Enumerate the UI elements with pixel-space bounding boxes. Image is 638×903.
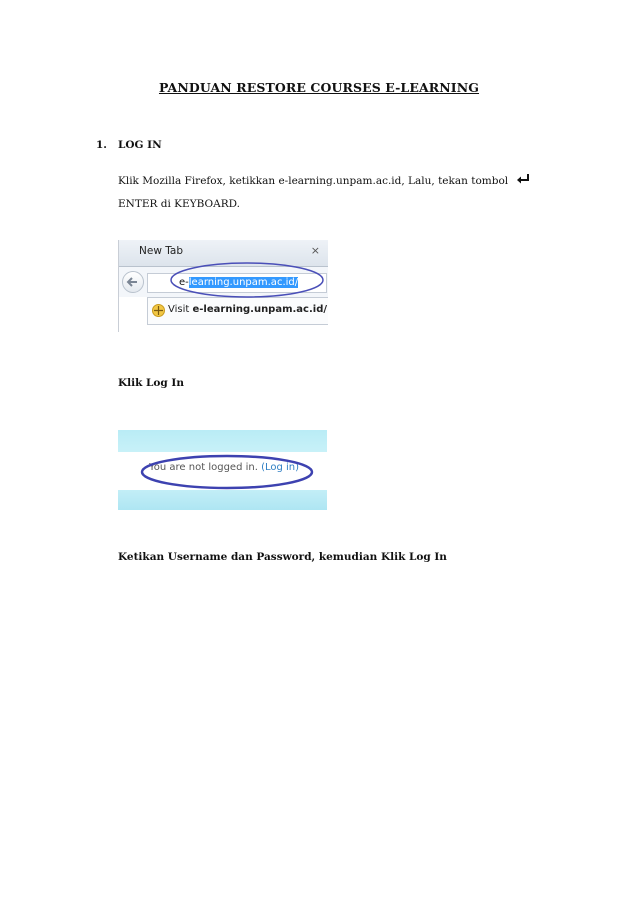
suggestion-url: e-learning.unpam.ac.id/ [192, 304, 328, 315]
section-number: 1. [96, 139, 107, 151]
login-status-text: You are not logged in. [149, 462, 258, 473]
header-band [118, 430, 327, 452]
highlight-ellipse [169, 261, 325, 299]
footer-band [118, 490, 327, 510]
intro-text-before: Klik Mozilla Firefox, ketikkan e-learning.unpam.ac.id, Lalu, tekan tombol [118, 175, 509, 187]
globe-icon [152, 304, 165, 317]
tab-title: New Tab [139, 245, 184, 257]
url-suggestion [147, 297, 328, 325]
document-title: PANDUAN RESTORE COURSES E-LEARNING [158, 80, 480, 95]
enter-key-icon [516, 173, 532, 185]
section-heading: LOG IN [118, 139, 162, 151]
close-icon: × [310, 244, 320, 257]
suggestion-text [168, 304, 327, 315]
arrow-left-icon [123, 272, 143, 292]
highlight-ellipse [140, 454, 314, 490]
url-prefix: e- [179, 277, 189, 288]
login-status-screenshot [118, 430, 327, 510]
suggestion-prefix: Visit [168, 304, 190, 315]
step-credentials: Ketikan Username dan Password, kemudian Klik Log In [118, 551, 447, 563]
url-selected: learning.unpam.ac.id/ [188, 277, 299, 288]
back-button [122, 271, 144, 293]
step-click-login: Klik Log In [118, 377, 184, 389]
browser-screenshot [118, 240, 328, 332]
intro-text-after: ENTER di KEYBOARD. [118, 198, 241, 210]
login-link: (Log in) [261, 462, 300, 473]
intro-paragraph [118, 170, 558, 216]
